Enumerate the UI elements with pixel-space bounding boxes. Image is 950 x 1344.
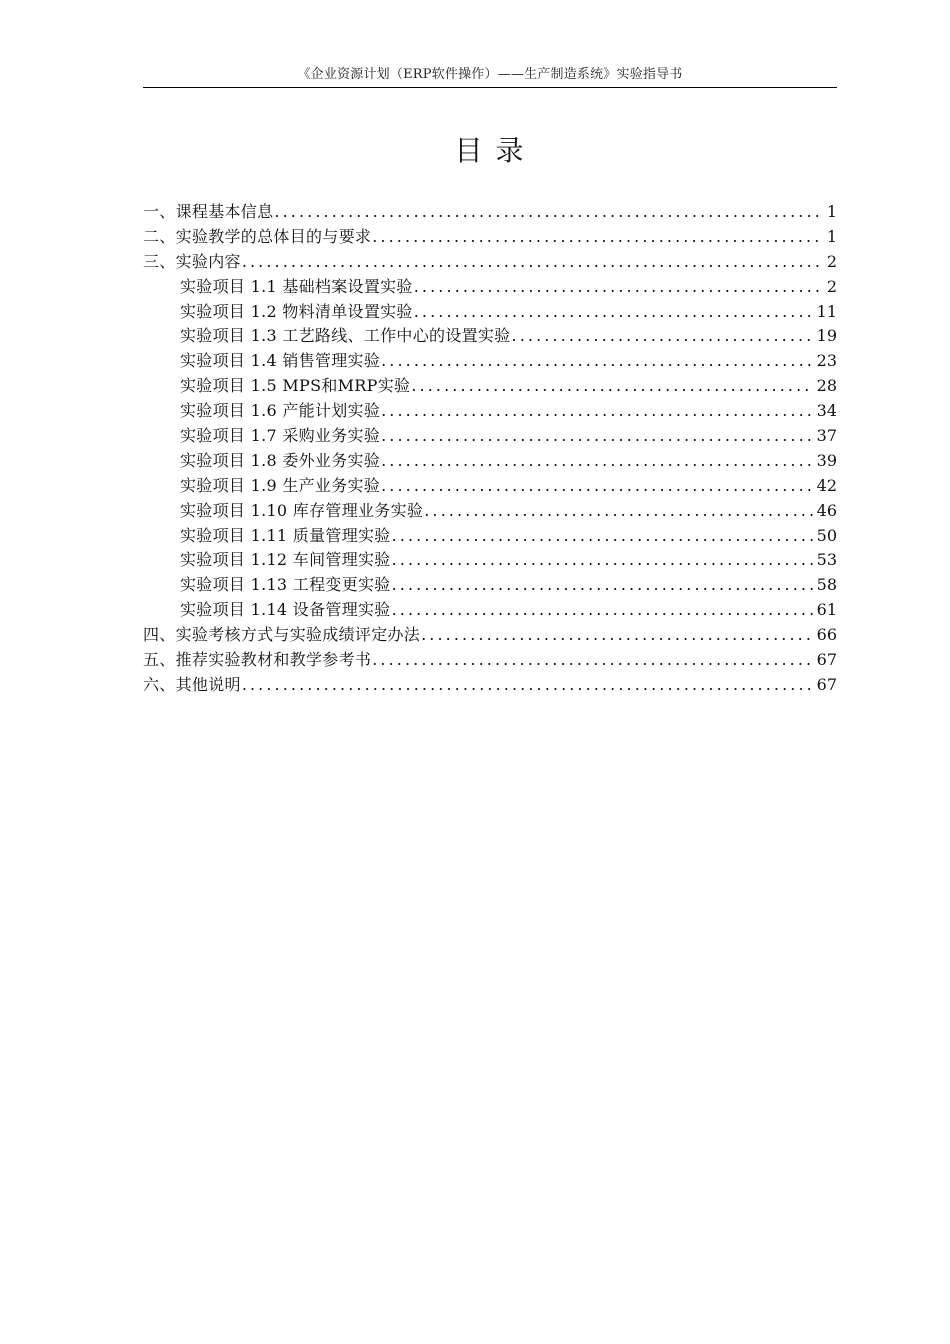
toc-entry-label: 实验项目 1.4 销售管理实验	[180, 351, 381, 371]
toc-entry-page: 19	[816, 326, 837, 346]
toc-leader-dots	[372, 225, 824, 250]
toc-subentry[interactable]	[143, 598, 837, 623]
toc-entry-label: 实验项目 1.6 产能计划实验	[180, 401, 381, 421]
toc-entry-page: 67	[816, 650, 837, 670]
running-header: 《企业资源计划（ERP软件操作）——生产制造系统》实验指导书	[297, 67, 683, 82]
toc-entry-label: 二、实验教学的总体目的与要求	[143, 226, 372, 246]
toc-entry-label: 实验项目 1.10 库存管理业务实验	[180, 500, 424, 520]
toc-leader-dots	[392, 524, 814, 549]
toc-entry-label: 实验项目 1.9 生产业务实验	[180, 475, 381, 495]
toc-entry[interactable]	[143, 673, 837, 698]
toc-entry-page: 23	[816, 351, 837, 371]
toc-subentry[interactable]	[143, 449, 837, 474]
toc-entry-page: 39	[816, 450, 837, 470]
toc-leader-dots	[242, 250, 824, 275]
toc-entry-page: 1	[826, 226, 837, 246]
toc-entry[interactable]	[143, 225, 837, 250]
toc-leader-dots	[381, 349, 814, 374]
toc-subentry[interactable]	[143, 324, 837, 349]
toc-leader-dots	[392, 573, 814, 598]
toc-entry-page: 42	[816, 475, 837, 495]
toc-entry-label: 实验项目 1.14 设备管理实验	[180, 600, 391, 620]
toc-entry-label: 实验项目 1.8 委外业务实验	[180, 450, 381, 470]
toc-entry-page: 66	[816, 625, 837, 645]
toc-entry-label: 实验项目 1.13 工程变更实验	[180, 575, 391, 595]
header-rule	[143, 87, 837, 88]
toc-entry-page: 2	[826, 251, 837, 271]
toc-entry-page: 1	[826, 202, 837, 221]
toc-entry[interactable]	[143, 250, 837, 275]
toc-subentry[interactable]	[143, 573, 837, 598]
toc-subentry[interactable]	[143, 548, 837, 573]
toc-entry-page: 50	[816, 525, 837, 545]
toc-subentry[interactable]	[143, 275, 837, 300]
toc-leader-dots	[381, 424, 814, 449]
table-of-contents	[143, 200, 837, 698]
toc-entry-label: 一、课程基本信息	[143, 202, 274, 221]
toc-entry-label: 六、其他说明	[143, 674, 241, 694]
toc-entry[interactable]	[143, 200, 837, 225]
toc-entry-label: 四、实验考核方式与实验成绩评定办法	[143, 625, 421, 645]
toc-subentry[interactable]	[143, 300, 837, 325]
toc-entry-page: 28	[816, 376, 837, 396]
toc-subentry[interactable]	[143, 424, 837, 449]
toc-entry-page: 53	[816, 550, 837, 570]
toc-entry-label: 实验项目 1.1 基础档案设置实验	[180, 276, 413, 296]
toc-entry-page: 67	[816, 674, 837, 694]
toc-entry-page: 46	[816, 500, 837, 520]
toc-leader-dots	[421, 623, 814, 648]
toc-entry-label: 实验项目 1.2 物料清单设置实验	[180, 301, 413, 321]
toc-leader-dots	[411, 374, 813, 399]
toc-entry-page: 34	[816, 401, 837, 421]
toc-leader-dots	[392, 598, 814, 623]
toc-leader-dots	[512, 324, 814, 349]
toc-subentry[interactable]	[143, 474, 837, 499]
toc-entry-page: 2	[826, 276, 837, 296]
toc-subentry[interactable]	[143, 524, 837, 549]
toc-subentry[interactable]	[143, 349, 837, 374]
toc-leader-dots	[372, 648, 813, 673]
toc-entry-page: 11	[816, 301, 837, 321]
toc-entry-page: 58	[816, 575, 837, 595]
toc-entry-label: 实验项目 1.11 质量管理实验	[180, 525, 391, 545]
toc-leader-dots	[381, 474, 814, 499]
toc-leader-dots	[381, 449, 814, 474]
toc-title: 目 录	[454, 134, 526, 167]
toc-leader-dots	[274, 200, 823, 225]
toc-subentry[interactable]	[143, 374, 837, 399]
toc-leader-dots	[414, 275, 824, 300]
toc-entry[interactable]	[143, 648, 837, 673]
toc-entry-label: 实验项目 1.5 MPS和MRP实验	[180, 376, 411, 396]
toc-leader-dots	[242, 673, 814, 698]
toc-entry-page: 61	[816, 600, 837, 620]
toc-leader-dots	[424, 499, 813, 524]
toc-subentry[interactable]	[143, 399, 837, 424]
toc-entry-label: 实验项目 1.12 车间管理实验	[180, 550, 391, 570]
toc-leader-dots	[392, 548, 814, 573]
toc-entry[interactable]	[143, 623, 837, 648]
toc-subentry[interactable]	[143, 499, 837, 524]
toc-entry-label: 五、推荐实验教材和教学参考书	[143, 650, 372, 670]
toc-leader-dots	[381, 399, 814, 424]
toc-leader-dots	[414, 300, 814, 325]
toc-entry-page: 37	[816, 426, 837, 446]
toc-entry-label: 实验项目 1.3 工艺路线、工作中心的设置实验	[180, 326, 511, 346]
toc-entry-label: 实验项目 1.7 采购业务实验	[180, 426, 381, 446]
toc-entry-label: 三、实验内容	[143, 251, 241, 271]
